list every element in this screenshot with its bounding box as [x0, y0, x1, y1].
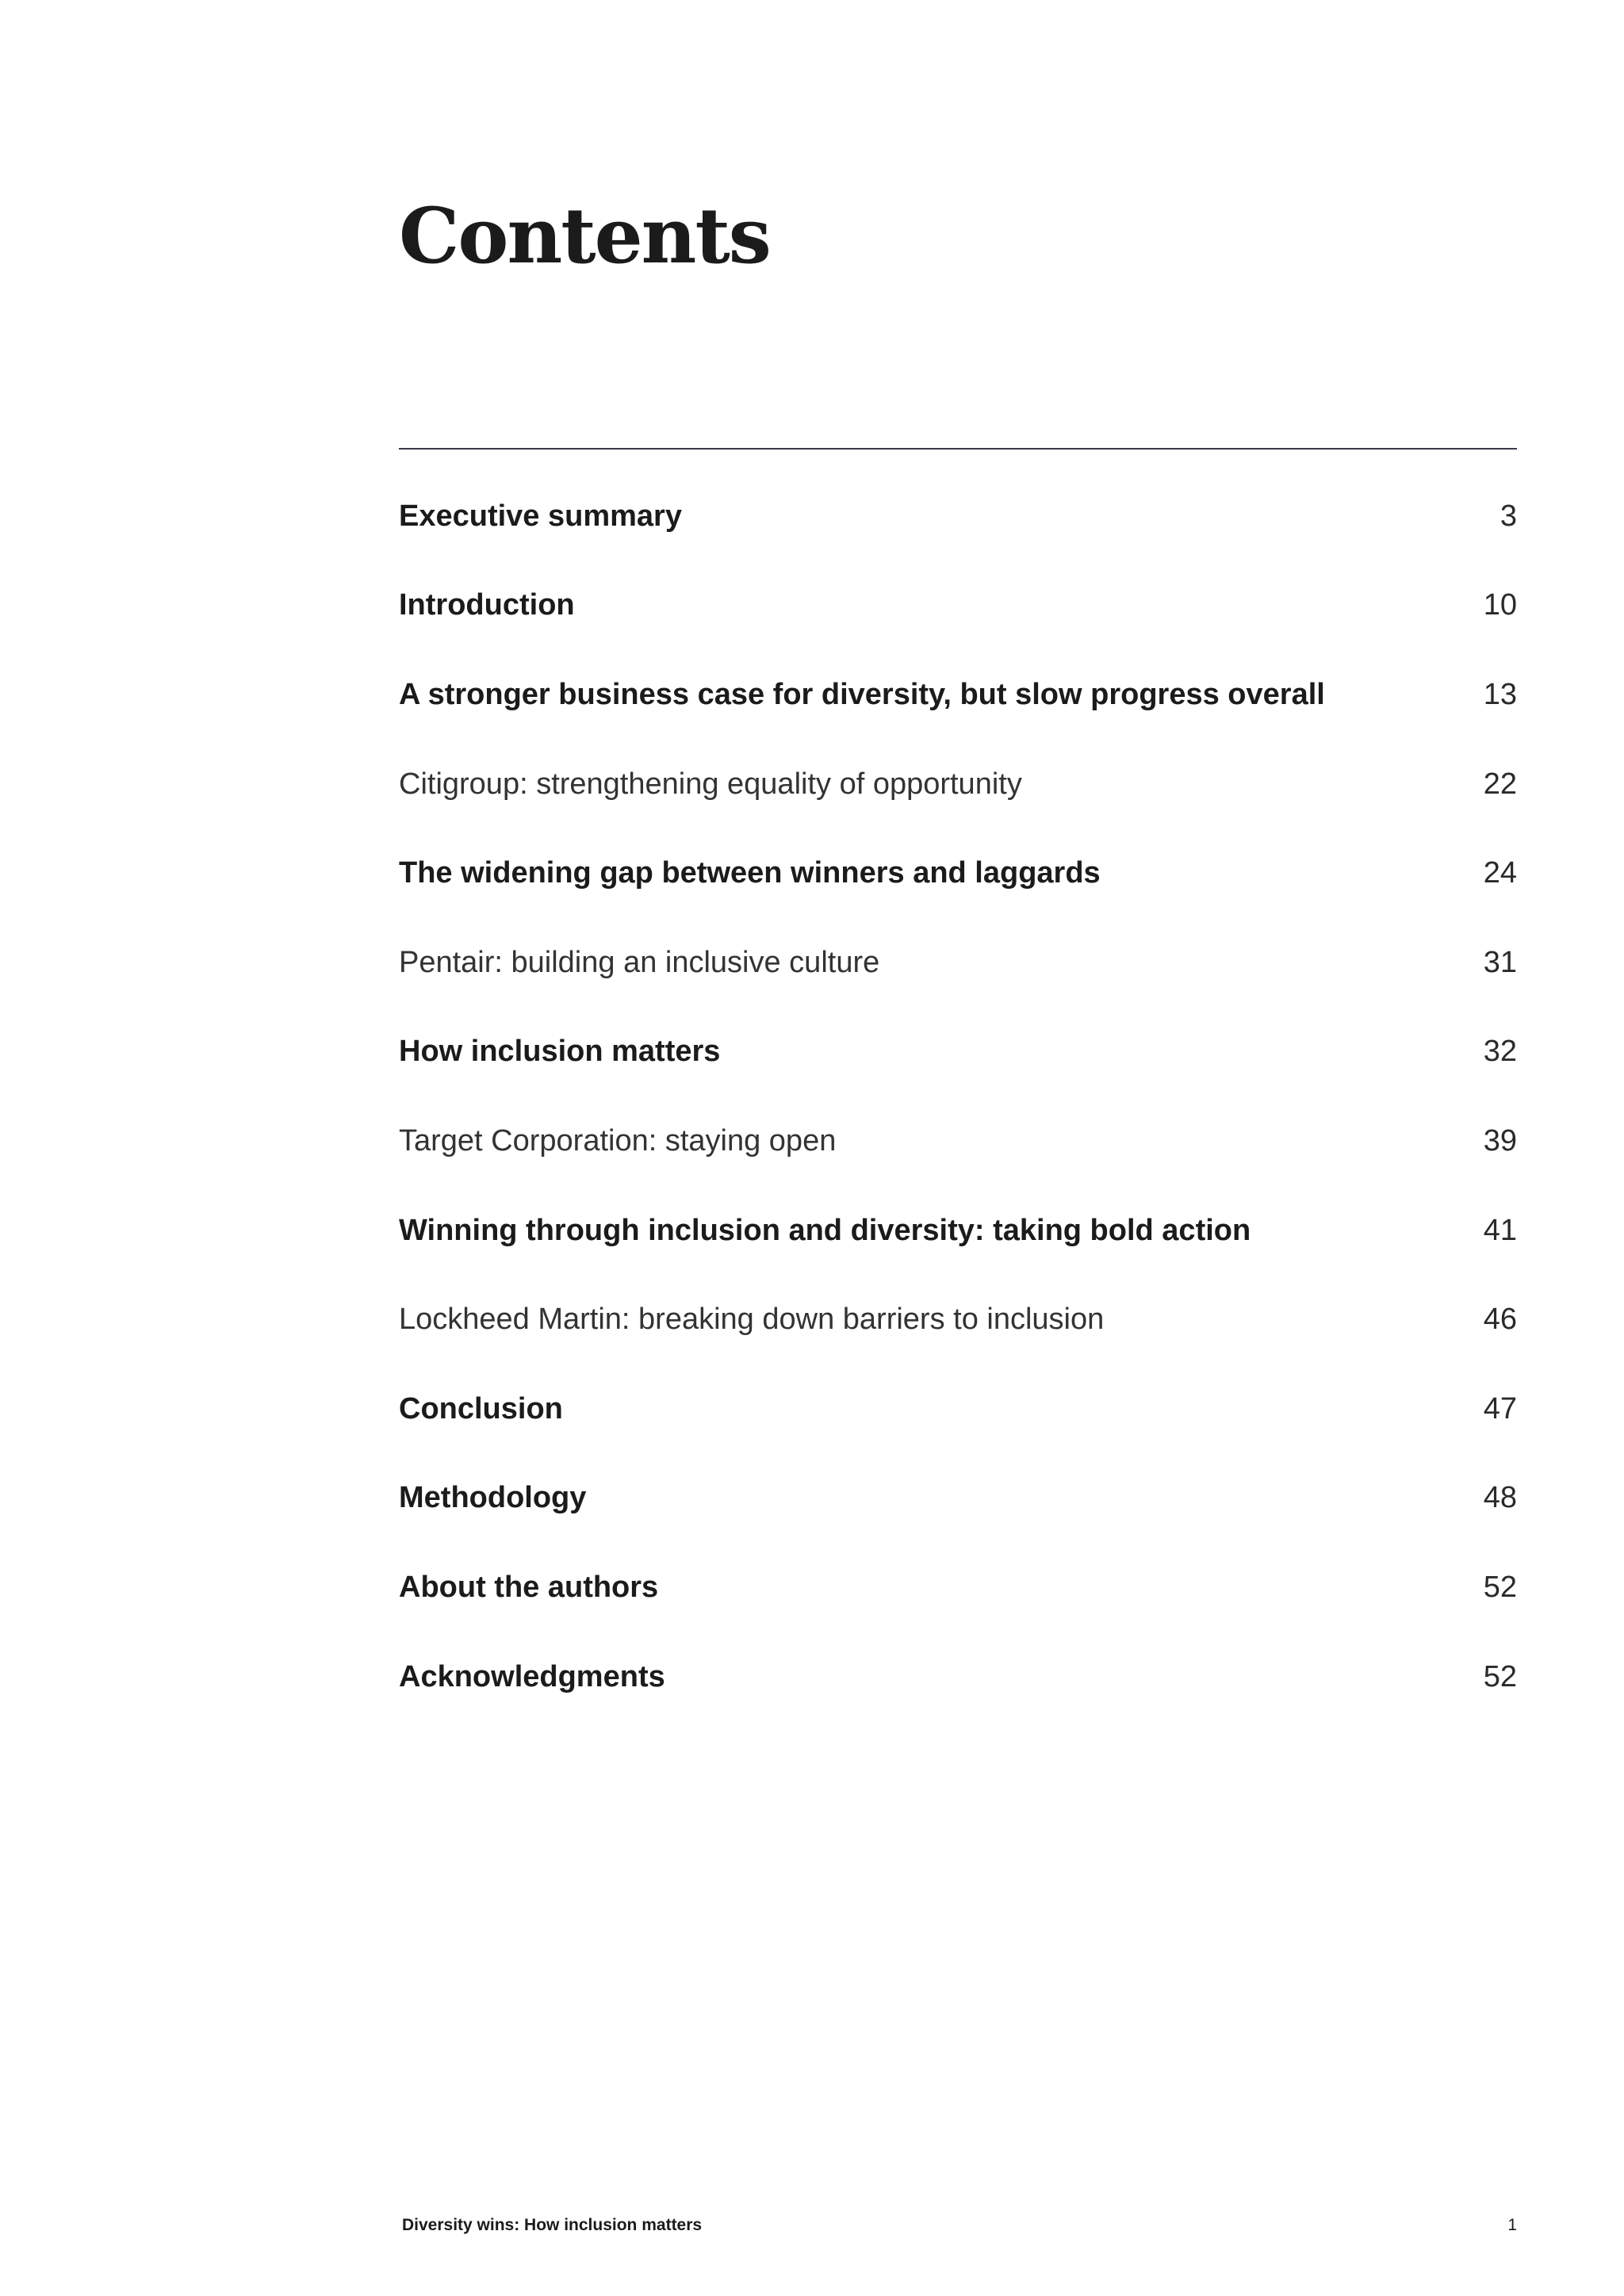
- toc-entry[interactable]: [399, 1096, 1517, 1186]
- toc-entry-label: Conclusion: [399, 1391, 563, 1425]
- table-of-contents: [399, 472, 1517, 1721]
- toc-entry-page: 41: [1483, 1213, 1517, 1247]
- toc-entry-page: 10: [1483, 588, 1517, 622]
- toc-entry-page: 31: [1483, 945, 1517, 979]
- toc-entry-label: About the authors: [399, 1570, 659, 1604]
- toc-entry[interactable]: [399, 740, 1517, 829]
- toc-entry[interactable]: [399, 1364, 1517, 1454]
- toc-entry[interactable]: [399, 1275, 1517, 1364]
- footer-report-title: Diversity wins: How inclusion matters: [402, 2216, 703, 2234]
- toc-entry[interactable]: [399, 828, 1517, 918]
- title-divider: [399, 448, 1517, 450]
- page-title: Contents: [399, 191, 770, 281]
- toc-entry[interactable]: [399, 918, 1517, 1008]
- toc-entry-page: 32: [1483, 1035, 1517, 1069]
- toc-entry-label: Acknowledgments: [399, 1659, 665, 1693]
- toc-entry-page: 48: [1483, 1481, 1517, 1515]
- toc-entry-label: A stronger business case for diversity, but slow progress overall: [399, 677, 1325, 711]
- toc-entry-label: Pentair: building an inclusive culture: [399, 945, 880, 979]
- toc-entry[interactable]: [399, 1454, 1517, 1544]
- toc-entry-label: Lockheed Martin: breaking down barriers to inclusion: [399, 1303, 1105, 1337]
- toc-entry[interactable]: [399, 561, 1517, 651]
- toc-entry-page: 13: [1483, 677, 1517, 711]
- toc-entry[interactable]: [399, 1543, 1517, 1632]
- toc-entry-page: 52: [1483, 1570, 1517, 1604]
- toc-entry-label: The widening gap between winners and laggards: [399, 856, 1101, 890]
- toc-entry-label: Executive summary: [399, 499, 682, 533]
- toc-entry-page: 47: [1483, 1391, 1517, 1425]
- toc-entry-label: Target Corporation: staying open: [399, 1123, 837, 1158]
- toc-entry-label: Citigroup: strengthening equality of opportunity: [399, 767, 1022, 801]
- toc-entry-label: How inclusion matters: [399, 1035, 721, 1069]
- toc-entry-label: Methodology: [399, 1481, 587, 1515]
- toc-entry[interactable]: [399, 1632, 1517, 1722]
- toc-entry-page: 3: [1500, 499, 1517, 533]
- toc-entry-label: Introduction: [399, 588, 575, 622]
- toc-entry[interactable]: [399, 472, 1517, 561]
- footer-page-number: 1: [1507, 2216, 1517, 2234]
- toc-entry-page: 22: [1483, 767, 1517, 801]
- toc-entry-page: 24: [1483, 856, 1517, 890]
- toc-entry[interactable]: [399, 1186, 1517, 1276]
- toc-entry[interactable]: [399, 650, 1517, 740]
- toc-entry[interactable]: [399, 1008, 1517, 1097]
- toc-entry-page: 46: [1483, 1303, 1517, 1337]
- toc-entry-label: Winning through inclusion and diversity: taking bold action: [399, 1213, 1251, 1247]
- toc-entry-page: 39: [1483, 1123, 1517, 1158]
- toc-entry-page: 52: [1483, 1659, 1517, 1693]
